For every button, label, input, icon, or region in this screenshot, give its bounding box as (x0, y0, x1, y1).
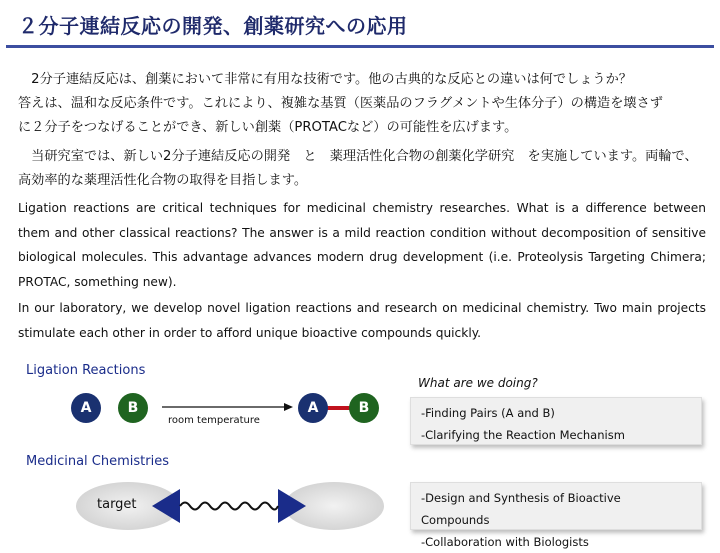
en-paragraph-1: Ligation reactions are critical techniques for medicinal chemistry researches. What is a difference between them and other classical reactions? The answer is a mild reaction condition without decomposition of sensitive biological molecules. This advantage advances modern drug development (i.e. Proteolysis Targeting Chimera; PROTAC, something new). (18, 201, 706, 289)
product-a-circle: A (298, 393, 328, 423)
jp-line: 高効率的な薬理活性化合物の取得を目指します。 (18, 173, 308, 188)
medicinal-heading: Medicinal Chemistries (26, 454, 169, 469)
en-paragraph-2: In our laboratory, we develop novel ligation reactions and research on medicinal chemistry. Two main projects stimulate each other in order to afford unique bioactive compounds quickly. (18, 301, 706, 340)
task-item: -Collaboration with Biologists (421, 535, 589, 549)
jp-line: 当研究室では、新しい2分子連結反応の開発 と 薬理活性化合物の創薬化学研究 を実施しています。両輪で、 (18, 149, 698, 164)
target-label: target (97, 497, 137, 512)
molecule-a-circle: A (71, 393, 101, 423)
reaction-arrow (160, 398, 294, 416)
jp-line: に２分子をつなげることができ、新しい創薬（PROTACなど）の可能性を広げます。 (18, 120, 518, 135)
jp-paragraph-1 (18, 68, 718, 140)
jp-line: 答えは、温和な反応条件です。これにより、複雑な基質（医薬品のフラグメントや生体分子）の構造を壊さず (18, 96, 663, 111)
task-item: -Finding Pairs (A and B) (421, 406, 555, 420)
jp-line: 2分子連結反応は、創薬において非常に有用な技術です。他の古典的な反応との違いは何でしょうか？ (18, 72, 632, 87)
slide-title: ２分子連結反応の開発、創薬研究への応用 (18, 14, 408, 38)
task-item: -Design and Synthesis of Bioactive Compounds (421, 491, 621, 527)
linker-wave (180, 503, 278, 510)
reaction-condition-label: room temperature (168, 415, 260, 426)
molecule-b-circle: B (118, 393, 148, 423)
jp-paragraph-2 (18, 145, 718, 193)
product-b-circle: B (349, 393, 379, 423)
what-are-we-doing-label: What are we doing? (418, 376, 538, 390)
ligation-tasks-box (410, 397, 702, 445)
medicinal-tasks-box (410, 482, 702, 549)
task-item: -Clarifying the Reaction Mechanism (421, 428, 625, 442)
title-underline (6, 45, 714, 48)
ligation-heading: Ligation Reactions (26, 363, 146, 378)
